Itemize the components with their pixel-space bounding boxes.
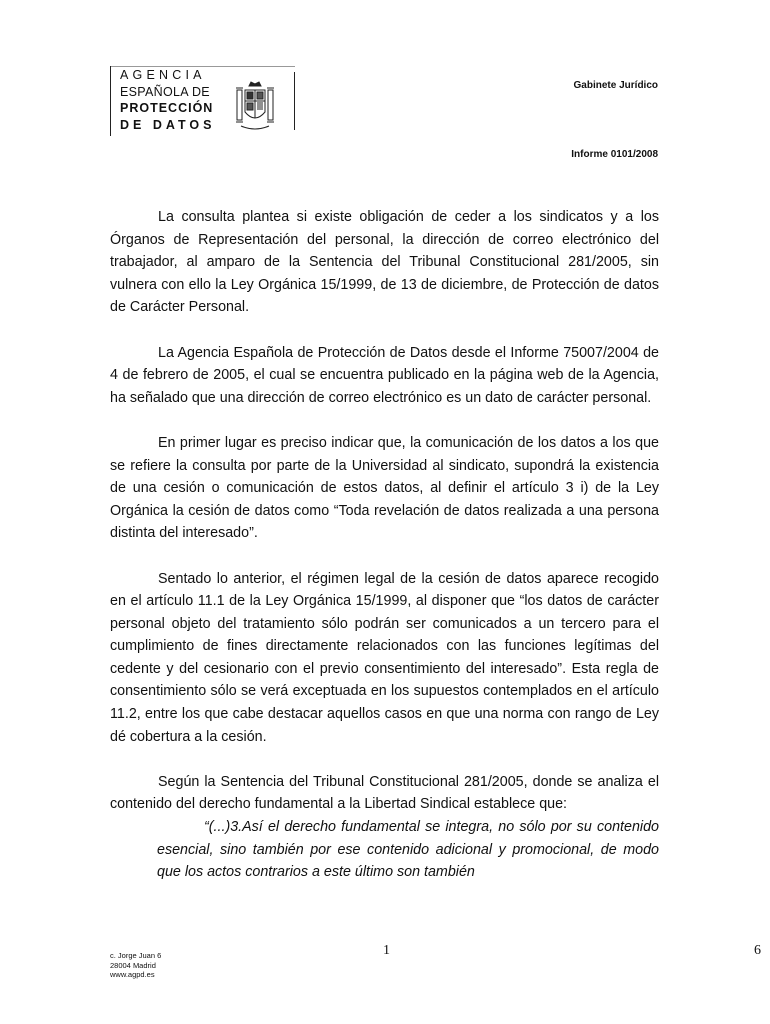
- logo-right-rule: [294, 72, 295, 130]
- logo-line-espanola: ESPAÑOLA DE: [120, 84, 210, 99]
- logo-line-agencia: AGENCIA: [120, 68, 206, 82]
- report-body: [110, 206, 659, 884]
- report-number: Informe 0101/2008: [571, 149, 658, 160]
- logo-text: [120, 67, 215, 133]
- quoted-sentence: “(...)3.Así el derecho fundamental se integra, no sólo por su contenido esencial, sino también por ese contenido adicional y promocional, de modo que los actos contrarios a este último son también: [157, 819, 659, 881]
- agency-logo: [110, 66, 295, 136]
- paragraph-5: Según la Sentencia del Tribunal Constitucional 281/2005, donde se analiza el contenido del derecho fundamental a la Libertad Sindical establece que:: [110, 773, 659, 813]
- paragraph-2: La Agencia Española de Protección de Datos desde el Informe 75007/2004 de 4 de febrero de 2005, el cual se encuentra publicado en la página web de la Agencia, ha señalado que una dirección de correo electrónico es un dato de carácter personal.: [110, 344, 659, 406]
- page-total: 6: [754, 943, 761, 958]
- footer-city: 28004 Madrid: [110, 960, 156, 970]
- footer-website: www.agpd.es: [110, 970, 155, 979]
- footer-street: c. Jorge Juan 6: [110, 951, 162, 960]
- page-number: 1: [383, 943, 390, 958]
- logo-left-rule: [110, 66, 111, 136]
- coat-of-arms-icon: [233, 80, 277, 132]
- paragraph-1: La consulta plantea si existe obligación de ceder a los sindicatos y a los Órganos de Representación del personal, la dirección de correo electrónico del trabajador, al amparo de la Sentencia del Tribunal Constitucional 281/2005, sin vulnera con ello la Ley Orgánica 15/1999, de 13 de diciembre, de Protección de datos de Carácter Personal.: [110, 209, 659, 316]
- paragraph-3: En primer lugar es preciso indicar que, la comunicación de los datos a los que se refiere la consulta por parte de la Universidad al sindicato, supondrá la existencia de una cesión o comunicación de estos datos, al definir el artículo 3 i) de la Ley Orgánica la cesión de datos como “Toda revelación de datos realizada a una persona distinta del interesado”.: [110, 434, 659, 542]
- department-label: Gabinete Jurídico: [573, 80, 658, 91]
- logo-line-proteccion: PROTECCIÓN: [120, 101, 214, 115]
- logo-line-datos: DE DATOS: [120, 117, 216, 132]
- footer-address: [110, 951, 161, 980]
- paragraph-4: Sentado lo anterior, el régimen legal de la cesión de datos aparece recogido en el artículo 11.1 de la Ley Orgánica 15/1999, al disponer que “los datos de carácter personal objeto del tratamiento sólo podrán ser comunicados a un tercero para el cumplimiento de fines directamente relacionados con las funciones legítimas del cedente y del cesionario con el previo consentimiento del interesado”. Esta regla de consentimiento sólo se verá exceptuada en los supuestos contemplados en el artículo 11.2, entre los que cabe destacar aquellos casos en que una norma con rango de Ley dé cobertura a la cesión.: [110, 570, 659, 745]
